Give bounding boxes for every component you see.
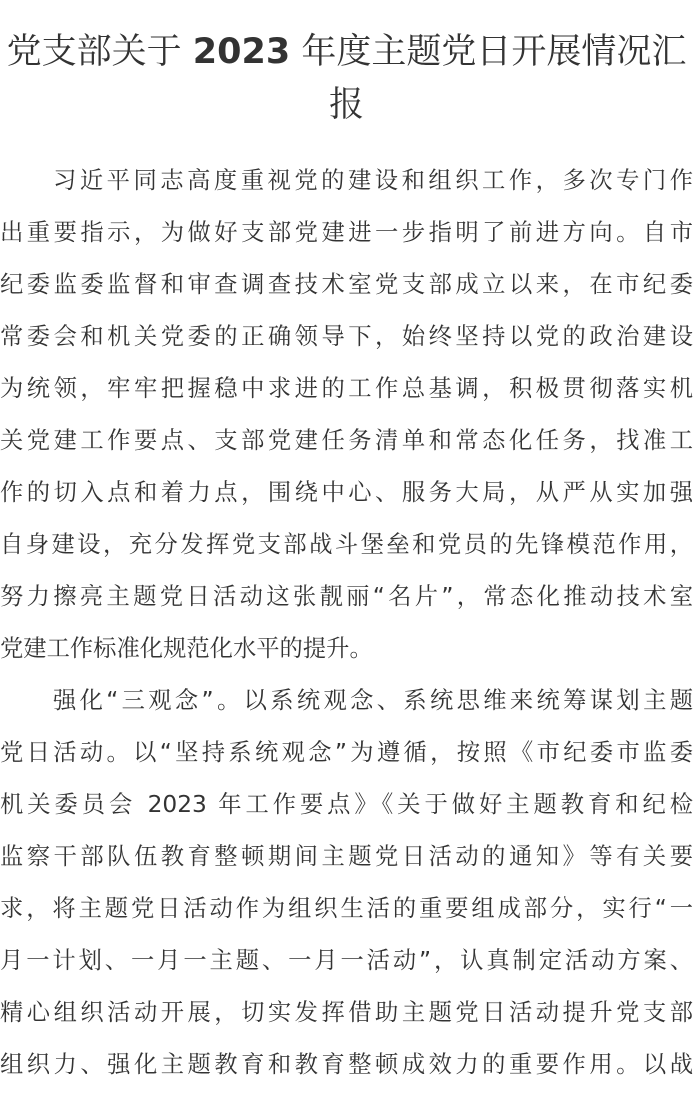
paragraph-line: 习近平同志高度重视党的建设和组织工作，多次专门作	[53, 167, 693, 194]
paragraph-line: 为统领，牢牢把握稳中求进的工作总基调，积极贯彻落实机	[0, 375, 693, 402]
paragraph-line: 常委会和机关党委的正确领导下，始终坚持以党的政治建设	[0, 323, 693, 350]
paragraph-line: 监察干部队伍教育整顿期间主题党日活动的通知》等有关要	[0, 843, 693, 870]
paragraph-line: 作的切入点和着力点，围绕中心、服务大局，从严从实加强	[0, 479, 693, 506]
paragraph-line: 强化“三观念”。以系统观念、系统思维来统筹谋划主题	[53, 687, 693, 714]
title-line-2: 报	[328, 85, 364, 125]
paragraph-line: 组织力、强化主题教育和教育整顿成效力的重要作用。以战	[0, 1051, 693, 1078]
paragraph-line: 党建工作标准化规范化水平的提升。	[0, 635, 373, 662]
paragraph-line: 求，将主题党日活动作为组织生活的重要组成部分，实行“一	[0, 895, 693, 922]
paragraph-line: 机关委员会 2023 年工作要点》《关于做好主题教育和纪检	[0, 791, 693, 818]
paragraph-line: 月一计划、一月一主题、一月一活动”，认真制定活动方案、	[0, 947, 693, 974]
title-part-before: 党支部关于	[6, 32, 182, 72]
title-part-after: 年度主题党日开展情况汇	[301, 32, 687, 72]
document-title	[0, 26, 693, 132]
paragraph-line: 关党建工作要点、支部党建任务清单和常态化任务，找准工	[0, 427, 693, 454]
paragraph-line: 纪委监委监督和审查调查技术室党支部成立以来，在市纪委	[0, 271, 693, 298]
paragraph-line: 自身建设，充分发挥党支部战斗堡垒和党员的先锋模范作用，	[0, 531, 693, 558]
document-body	[0, 155, 693, 1091]
title-year: 2023	[192, 32, 291, 72]
paragraph-2	[0, 675, 693, 1091]
paragraph-line: 党日活动。以“坚持系统观念”为遵循，按照《市纪委市监委	[0, 739, 693, 766]
paragraph-1	[0, 155, 693, 675]
paragraph-line: 出重要指示，为做好支部党建进一步指明了前进方向。自市	[0, 219, 693, 246]
paragraph-line: 精心组织活动开展，切实发挥借助主题党日活动提升党支部	[0, 999, 693, 1026]
paragraph-line: 努力擦亮主题党日活动这张靓丽“名片”，常态化推动技术室	[0, 583, 693, 610]
